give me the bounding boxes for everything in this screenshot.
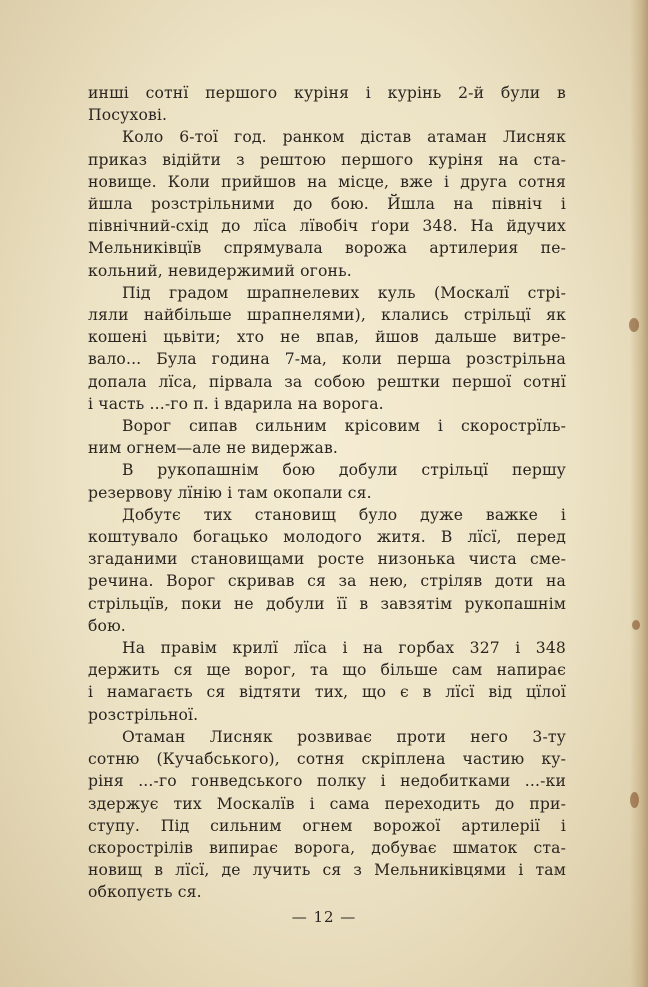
text-line: згаданими становищами росте низонька чиста сме-	[88, 550, 566, 569]
body-text	[88, 82, 566, 904]
text-line: речина. Ворог скривав ся за нею, стріляв доти на	[88, 572, 566, 591]
text-line: північний-схід до лїса лївобіч ґори 348. На йдучих	[88, 217, 566, 236]
paragraph	[88, 415, 566, 459]
text-line: ступу. Під сильним огнем ворожої артилерії і	[88, 816, 566, 835]
text-line: Мельниківцїв спрямувала ворожа артилерия пе-	[88, 239, 566, 258]
text-line: йшла розстрільними до бою. Йшла на північ і	[88, 195, 566, 214]
paragraph	[88, 459, 566, 503]
paragraph	[88, 126, 566, 281]
text-line: резервову лїнію і там окопали ся.	[88, 483, 372, 502]
text-line: вало... Була година 7-ма, коли перша розстрільна	[88, 350, 566, 369]
text-line: сотню (Кучабського), сотня скріплена частию ку-	[88, 750, 566, 769]
text-line: Ворог сипав сильним крісовим і скорострїль-	[122, 417, 566, 436]
text-line: здержує тих Москалїв і сама переходить до при-	[88, 794, 566, 813]
text-line: Добутє тих становищ було дуже важке і	[122, 505, 566, 524]
text-line: скорострілів випирає ворога, добуває шматок ста-	[88, 838, 566, 857]
paragraph	[88, 504, 566, 637]
text-line: і часть ...-го п. і вдарила на ворога.	[88, 394, 384, 413]
paragraph	[88, 282, 566, 415]
text-line: новищ в лїсї, де лучить ся з Мельниківцями і там	[88, 861, 566, 880]
text-line: Посухові.	[88, 106, 168, 125]
text-line: Під градом шрапнелевих куль (Москалї стрі-	[122, 283, 566, 302]
paragraph	[88, 726, 566, 904]
text-line: бою.	[88, 616, 126, 635]
text-line: На правім крилї лїса і на горбах 327 і 348	[122, 639, 566, 658]
text-line: держить ся ще ворог, та що більше сам напирає	[88, 661, 566, 680]
text-line: обкопуєть ся.	[88, 883, 202, 902]
page-edge-shadow	[630, 0, 648, 987]
ink-stain	[632, 620, 640, 630]
text-line: ріня ...-го гонведського полку і недобитками ...-ки	[88, 772, 566, 791]
text-line: приказ відійти з рештою першого куріня на ста-	[88, 150, 566, 169]
text-line: ляли найбільше шрапнелями), клались стрільцї як	[88, 306, 566, 325]
text-line: коштувало богацько молодого житя. В лїсї, перед	[88, 528, 566, 547]
paragraph	[88, 82, 566, 126]
ink-stain	[630, 792, 639, 808]
text-line: кошені цьвіти; хто не впав, йшов дальше витре-	[88, 328, 566, 347]
text-line: новище. Коли прийшов на місце, вже і друга сотня	[88, 172, 566, 191]
text-line: кольний, невидержимий огонь.	[88, 261, 352, 280]
text-line: допала лїса, пірвала за собою рештки першої сотнї	[88, 372, 566, 391]
text-line: стрільцїв, поки не добули її в завзятім рукопашнім	[88, 594, 566, 613]
paragraph	[88, 637, 566, 726]
text-line: Коло 6-тої год. ранком дістав атаман Лисняк	[122, 128, 566, 147]
text-line: Отаман Лисняк розвиває проти него 3-ту	[122, 727, 566, 746]
text-line: В рукопашнім бою добули стрільцї першу	[122, 461, 566, 480]
text-line: ним огнем—але не видержав.	[88, 439, 339, 458]
text-line: розстрільної.	[88, 705, 199, 724]
text-line: инші сотнї першого куріня і курінь 2-й були в	[88, 84, 566, 102]
text-line: і намагаєть ся відтяти тих, що є в лїсї від цїлої	[88, 683, 566, 702]
page-number: — 12 —	[291, 908, 357, 926]
ink-stain	[629, 318, 639, 332]
